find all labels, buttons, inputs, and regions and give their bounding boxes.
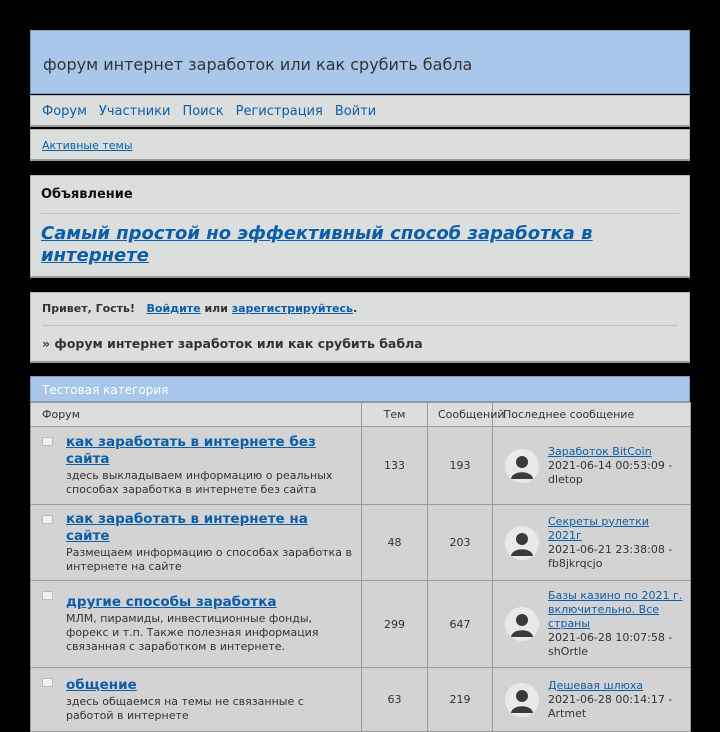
forum-cell [31, 427, 362, 505]
category-header [30, 376, 690, 402]
last-post-link[interactable]: Дешевая шлюха [548, 678, 644, 692]
forum-status-icon [42, 678, 53, 687]
col-last-post-header: Последнее сообщение [493, 403, 691, 427]
divider [42, 325, 678, 326]
table-header-row [31, 403, 691, 427]
avatar-icon [505, 683, 539, 717]
forum-cell [31, 581, 362, 668]
posts-count: 203 [428, 505, 493, 581]
category-title: Тестовая категория [42, 383, 169, 397]
greeting-text: Привет, Гость! [42, 302, 136, 315]
forum-status-icon [42, 591, 53, 600]
forum-name-link[interactable]: другие способы заработка [66, 594, 277, 610]
nav-register-link[interactable]: Регистрация [235, 104, 323, 119]
forum-cell [31, 505, 362, 581]
last-post-meta: 2021-06-21 23:38:08 - fb8jkrqcjo [548, 542, 673, 570]
last-post-link[interactable]: Базы казино по 2021 г. включительно. Все страны [548, 589, 683, 630]
forum-title: форум интернет заработок или как срубить бабла [43, 55, 473, 74]
last-post-link[interactable]: Заработок BitCoin [548, 444, 652, 458]
forum-header [30, 30, 690, 94]
avatar-icon [505, 607, 539, 641]
last-post-info [548, 445, 684, 487]
welcome-box [30, 292, 690, 363]
last-post-meta: 2021-06-14 00:53:09 - dletop [548, 458, 673, 486]
topics-count: 299 [362, 581, 428, 668]
last-post-cell [493, 581, 691, 668]
topics-count: 48 [362, 505, 428, 581]
nav-forum-link[interactable]: Форум [42, 104, 87, 119]
forum-name-link[interactable]: общение [66, 676, 137, 693]
col-topics-header: Тем [362, 403, 428, 427]
nav-search-link[interactable]: Поиск [182, 104, 224, 119]
period-text: . [352, 302, 358, 315]
posts-count: 219 [428, 668, 493, 732]
sub-nav [30, 129, 690, 161]
nav-members-link[interactable]: Участники [98, 104, 171, 119]
posts-count: 193 [428, 427, 493, 505]
forum-description: здесь общаемся на темы не связанные с работой в интернете [66, 694, 304, 722]
topics-count: 133 [362, 427, 428, 505]
forum-name-link[interactable]: как заработать в интернете на сайте [66, 511, 308, 544]
col-posts-header: Сообщений [428, 403, 493, 427]
forum-description: Размещаем информацию о способах заработка в интернете на сайте [66, 546, 352, 573]
forum-description: здесь выкладываем информацию о реальных способах заработка в интернете без сайта [66, 469, 333, 496]
last-post-cell [493, 505, 691, 581]
last-post-cell [493, 427, 691, 505]
forum-description: МЛМ, пирамиды, инвестиционные фонды, форекс и т.п. Также полезная информация связанная с заработком в интернете. [66, 612, 319, 653]
forum-cell [31, 668, 362, 732]
last-post-meta: 2021-06-28 00:14:17 - Artmet [548, 692, 673, 720]
register-link[interactable]: зарегистрируйтесь [231, 302, 353, 315]
forum-status-icon [42, 515, 53, 524]
posts-count: 647 [428, 581, 493, 668]
welcome-line [42, 302, 678, 315]
topics-count: 63 [362, 668, 428, 732]
divider [41, 213, 679, 214]
col-forum-header: Форум [31, 403, 362, 427]
announcement-title: Объявление [41, 187, 133, 202]
main-nav [30, 95, 690, 127]
breadcrumb: » форум интернет заработок или как срубить бабла [42, 336, 423, 351]
forum-status-icon [42, 437, 53, 446]
last-post-meta: 2021-06-28 10:07:58 - shOrtle [548, 631, 673, 658]
active-topics-link[interactable]: Активные темы [42, 139, 133, 152]
login-link[interactable]: Войдите [146, 302, 201, 315]
announcement-promo-link[interactable]: Самый простой но эффективный способ заработка в интернете [41, 223, 593, 266]
last-post-info [548, 589, 684, 659]
table-row [31, 581, 691, 668]
last-post-link[interactable]: Секреты рулетки 2021г [548, 514, 649, 542]
forum-table [30, 402, 691, 732]
table-row [31, 668, 691, 732]
forum-name-link[interactable]: как заработать в интернете без сайта [66, 434, 316, 467]
or-text: или [204, 302, 228, 315]
table-row [31, 505, 691, 581]
avatar-icon [505, 526, 539, 560]
nav-login-link[interactable]: Войти [334, 104, 377, 119]
last-post-info [548, 515, 684, 571]
avatar-icon [505, 449, 539, 483]
announcement-box [30, 175, 690, 278]
table-row [31, 427, 691, 505]
last-post-cell [493, 668, 691, 732]
last-post-info [548, 679, 684, 721]
